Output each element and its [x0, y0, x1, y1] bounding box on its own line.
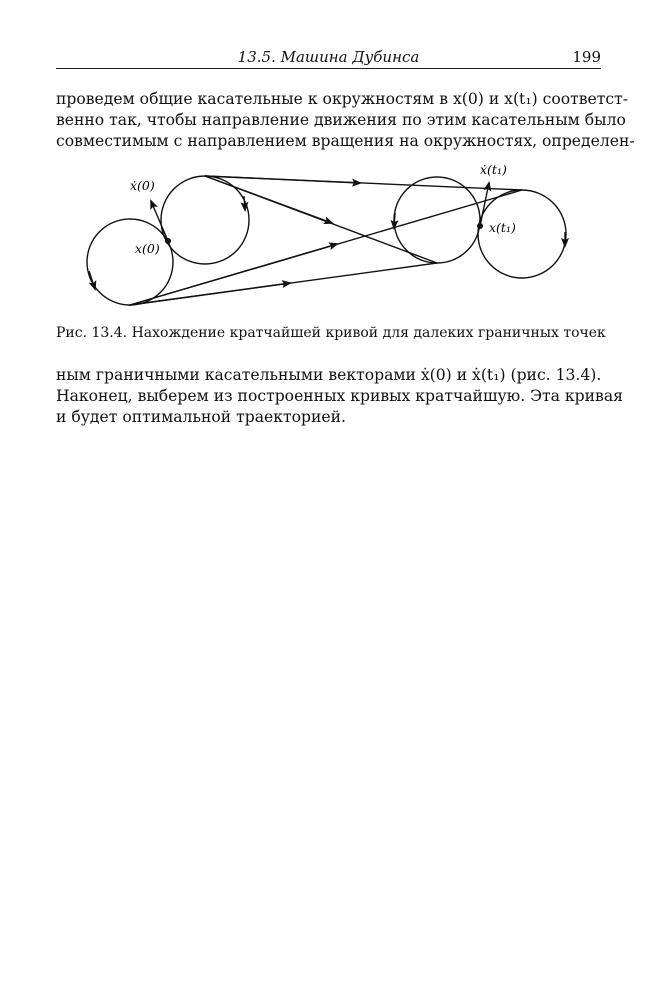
body-paragraph-2 [56, 365, 623, 428]
page-number: 199 [572, 48, 601, 66]
text-line: ным граничными касательными векторами ẋ(0) и ẋ(t₁) (рис. 13.4). [56, 366, 602, 384]
velocity-vector-end [480, 183, 489, 226]
point-start [165, 238, 171, 244]
arrow-cross-upper [205, 176, 332, 223]
text-line: проведем общие касательные к окружностям в x(0) и x(t₁) соответст- [56, 90, 629, 108]
label-x0: x(0) [135, 241, 160, 256]
point-end [477, 223, 483, 229]
body-paragraph-1 [56, 89, 635, 152]
page-header [56, 46, 601, 69]
label-xt1-dot: ẋ(t₁) [480, 162, 507, 177]
circle-end-left [394, 177, 480, 263]
velocity-vector-start [151, 201, 168, 241]
rotation-arrow-start-upper [244, 196, 245, 210]
label-xt1: x(t₁) [489, 220, 516, 235]
circle-start-lower [87, 219, 173, 305]
text-line: совместимым с направлением вращения на окружностях, определен- [56, 132, 635, 150]
figure-caption: Рис. 13.4. Нахождение кратчайшей кривой для далеких граничных точек [56, 325, 606, 341]
running-title: 13.5. Машина Дубинса [237, 48, 420, 66]
text-line: Наконец, выберем из построенных кривых кратчайшую. Эта кривая [56, 387, 623, 405]
text-line: венно так, чтобы направление движения по этим касательным было [56, 111, 626, 129]
dubins-figure [80, 160, 600, 320]
arrow-bottom [130, 283, 290, 305]
rotation-arrow-end-left [394, 213, 395, 228]
text-line: и будет оптимальной траекторией. [56, 408, 346, 426]
label-x0-dot: ẋ(0) [130, 178, 155, 193]
rotation-arrow-start-lower [89, 271, 95, 289]
circle-start-upper [161, 176, 249, 264]
